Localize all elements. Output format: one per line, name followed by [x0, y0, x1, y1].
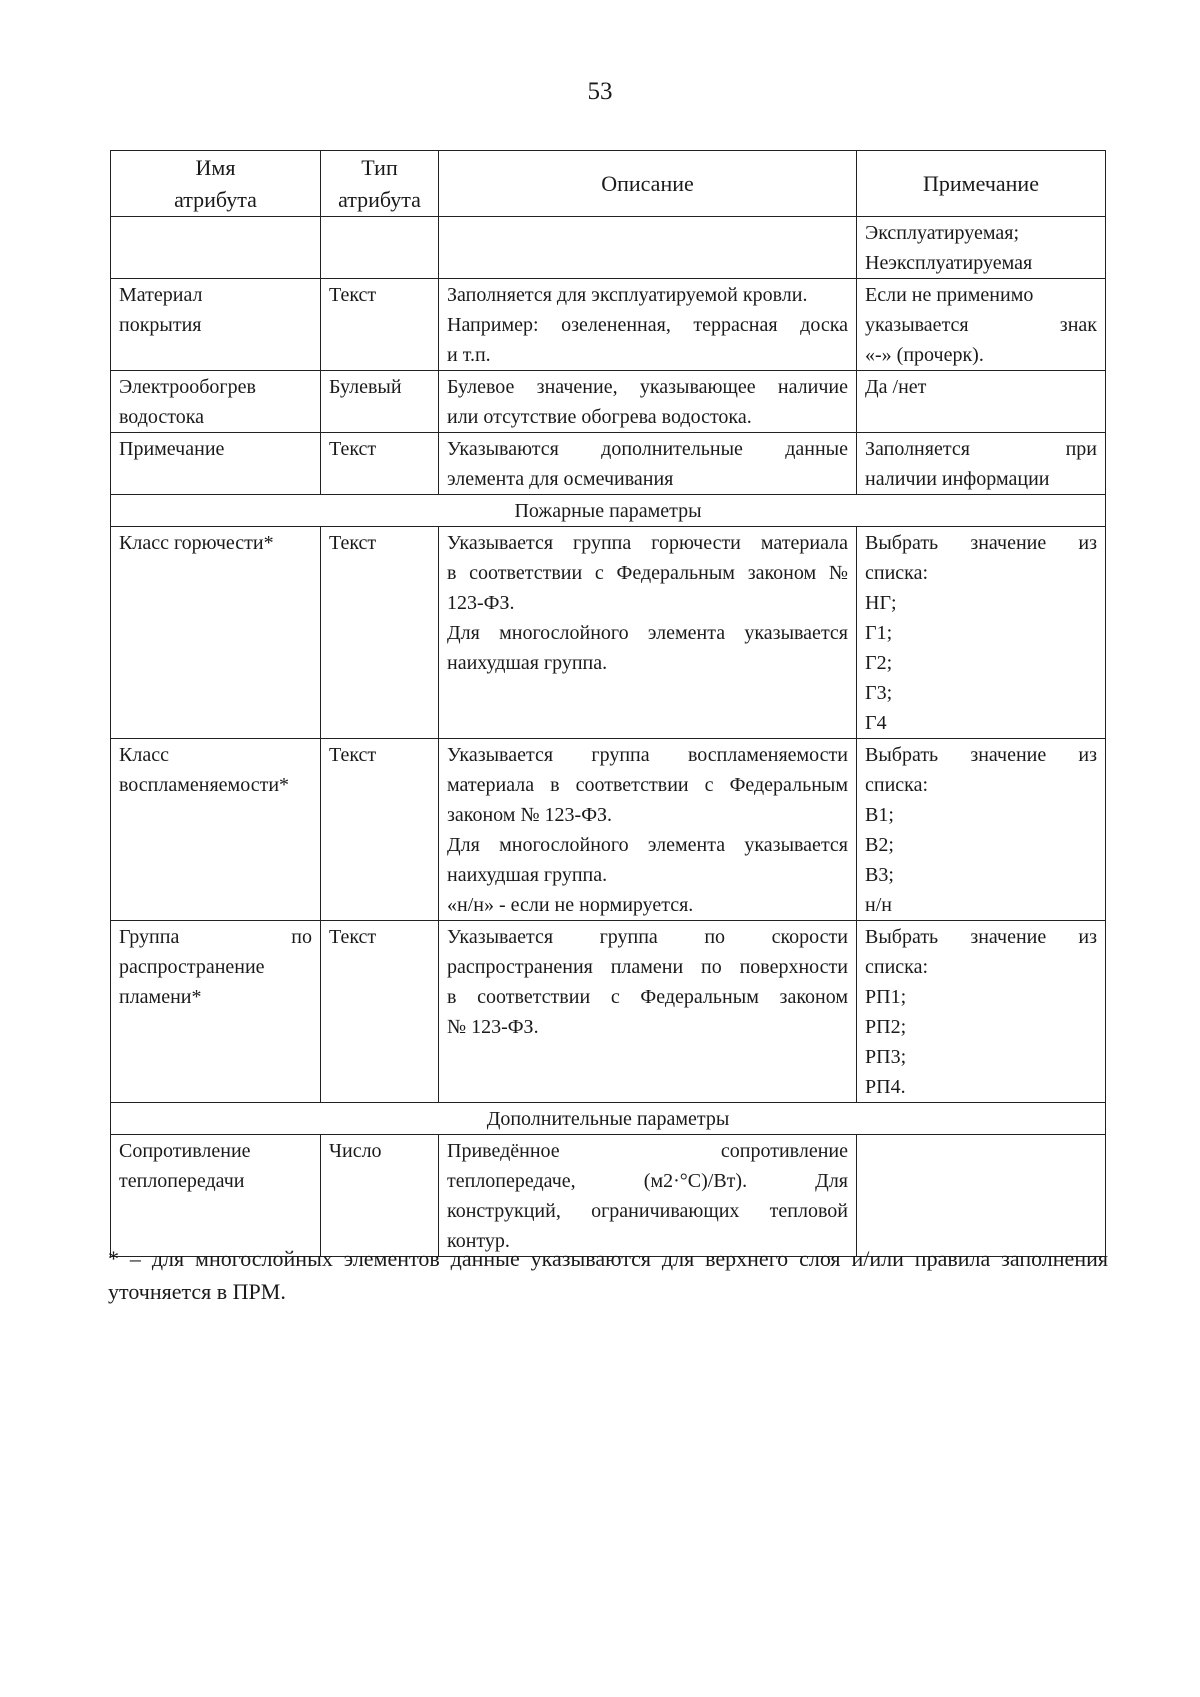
description-line: теплопередаче, (м2·°C)/Вт). Для	[447, 1170, 848, 1192]
section-title-fire: Пожарные параметры	[111, 495, 1106, 527]
note-line: РП4.	[865, 1076, 906, 1098]
note-line: наличии информации	[865, 468, 1050, 490]
table-row	[111, 279, 1106, 371]
cell-note	[857, 527, 1106, 739]
cell-name	[111, 739, 321, 921]
note-line: В1;	[865, 804, 894, 826]
table-row	[111, 371, 1106, 433]
header-note: Примечание	[857, 151, 1106, 217]
section-row	[111, 495, 1106, 527]
note-line: списка:	[865, 956, 929, 978]
table-row	[111, 921, 1106, 1103]
cell-type	[321, 217, 439, 279]
note-line: списка:	[865, 774, 929, 796]
note-line: Г3;	[865, 682, 893, 704]
note-line: Эксплуатируемая;	[865, 222, 1020, 244]
description-line: и т.п.	[447, 344, 491, 366]
cell-description	[439, 217, 857, 279]
table-row	[111, 433, 1106, 495]
table-row	[111, 739, 1106, 921]
description-line: Указываются дополнительные данные	[447, 438, 848, 460]
description-line: законом № 123-ФЗ.	[447, 804, 613, 826]
cell-name	[111, 1135, 321, 1257]
description-line: Булевое значение, указывающее наличие	[447, 376, 848, 398]
description-line: Заполняется для эксплуатируемой кровли.	[447, 284, 808, 306]
description-line: Приведённое сопротивление	[447, 1140, 848, 1162]
cell-note	[857, 371, 1106, 433]
note-line: Выбрать значение из	[865, 744, 1097, 766]
table-row	[111, 1135, 1106, 1257]
cell-description	[439, 527, 857, 739]
name-line: водостока	[119, 406, 205, 428]
description-line: Например: озелененная, террасная доска	[447, 314, 848, 336]
note-line: Неэксплуатируемая	[865, 252, 1033, 274]
note-line: НГ;	[865, 592, 897, 614]
note-line: Г2;	[865, 652, 893, 674]
description-line: Указывается группа воспламеняемости	[447, 744, 848, 766]
cell-note	[857, 217, 1106, 279]
cell-name	[111, 433, 321, 495]
cell-description	[439, 1135, 857, 1257]
section-row	[111, 1103, 1106, 1135]
cell-name	[111, 279, 321, 371]
description-line: Указывается группа горючести материала	[447, 532, 848, 554]
description-line: 123-ФЗ.	[447, 592, 515, 614]
note-line: Выбрать значение из	[865, 532, 1097, 554]
note-line: Если не применимо	[865, 284, 1034, 306]
footnote: * – для многослойных элементов данные указываются для верхнего слоя и/или правила заполнения уточняется в ПРМ.	[108, 1246, 1108, 1304]
cell-type: Текст	[321, 433, 439, 495]
description-line: или отсутствие обогрева водостока.	[447, 406, 752, 428]
cell-note	[857, 433, 1106, 495]
note-line: Г1;	[865, 622, 893, 644]
page-number: 53	[587, 78, 613, 105]
cell-description	[439, 739, 857, 921]
name-line: Сопротивление	[119, 1140, 251, 1162]
section-title-extra: Дополнительные параметры	[111, 1103, 1106, 1135]
cell-description	[439, 371, 857, 433]
description-line: в соответствии с Федеральным законом №	[447, 562, 848, 584]
cell-description	[439, 921, 857, 1103]
cell-type: Булевый	[321, 371, 439, 433]
table-header-row	[111, 151, 1106, 217]
cell-type: Текст	[321, 279, 439, 371]
header-type-line: атрибута	[338, 187, 421, 212]
cell-type: Текст	[321, 527, 439, 739]
description-line: контур.	[447, 1230, 510, 1252]
header-type-line: Тип	[361, 155, 398, 180]
cell-note	[857, 279, 1106, 371]
cell-type: Текст	[321, 739, 439, 921]
name-line: покрытия	[119, 314, 202, 336]
name-line: Класс	[119, 744, 169, 766]
description-line: Для многослойного элемента указывается	[447, 834, 848, 856]
cell-description	[439, 279, 857, 371]
header-name-line: атрибута	[174, 187, 257, 212]
attribute-table	[110, 150, 1106, 1257]
description-line: в соответствии с Федеральным законом	[447, 986, 848, 1008]
cell-name	[111, 371, 321, 433]
cell-note	[857, 921, 1106, 1103]
name-line: пламени*	[119, 986, 202, 1008]
header-name	[111, 151, 321, 217]
note-line: Выбрать значение из	[865, 926, 1097, 948]
note-line: указывается знак	[865, 314, 1097, 336]
description-line: распространения пламени по поверхности	[447, 956, 848, 978]
description-line: элемента для осмечивания	[447, 468, 674, 490]
cell-note	[857, 739, 1106, 921]
note-line: списка:	[865, 562, 929, 584]
header-description: Описание	[439, 151, 857, 217]
note-line: РП2;	[865, 1016, 907, 1038]
description-line: материала в соответствии с Федеральным	[447, 774, 848, 796]
header-name-line: Имя	[195, 155, 236, 180]
header-type	[321, 151, 439, 217]
name-line: Группа по	[119, 926, 312, 948]
name-line: Класс горючести*	[119, 532, 274, 554]
description-line: № 123-ФЗ.	[447, 1016, 539, 1038]
note-line: Г4	[865, 712, 887, 734]
description-line: наихудшая группа.	[447, 652, 608, 674]
note-line: В3;	[865, 864, 894, 886]
note-line: РП1;	[865, 986, 907, 1008]
description-line: Указывается группа по скорости	[447, 926, 848, 948]
cell-type: Текст	[321, 921, 439, 1103]
name-line: воспламеняемости*	[119, 774, 290, 796]
name-line: теплопередачи	[119, 1170, 245, 1192]
table-row	[111, 527, 1106, 739]
note-line: н/н	[865, 894, 892, 916]
cell-note	[857, 1135, 1106, 1257]
note-line: Да /нет	[865, 376, 927, 398]
cell-name	[111, 921, 321, 1103]
description-line: «н/н» - если не нормируется.	[447, 894, 694, 916]
description-line: конструкций, ограничивающих тепловой	[447, 1200, 848, 1222]
note-line: «-» (прочерк).	[865, 344, 984, 366]
table-row	[111, 217, 1106, 279]
name-line: Материал	[119, 284, 203, 306]
description-line: Для многослойного элемента указывается	[447, 622, 848, 644]
name-line: Примечание	[119, 438, 225, 460]
cell-name	[111, 217, 321, 279]
note-line: В2;	[865, 834, 894, 856]
name-line: распространение	[119, 956, 265, 978]
name-line: Электрообогрев	[119, 376, 256, 398]
cell-type: Число	[321, 1135, 439, 1257]
description-line: наихудшая группа.	[447, 864, 608, 886]
cell-description	[439, 433, 857, 495]
cell-name	[111, 527, 321, 739]
note-line: Заполняется при	[865, 438, 1097, 460]
note-line: РП3;	[865, 1046, 907, 1068]
